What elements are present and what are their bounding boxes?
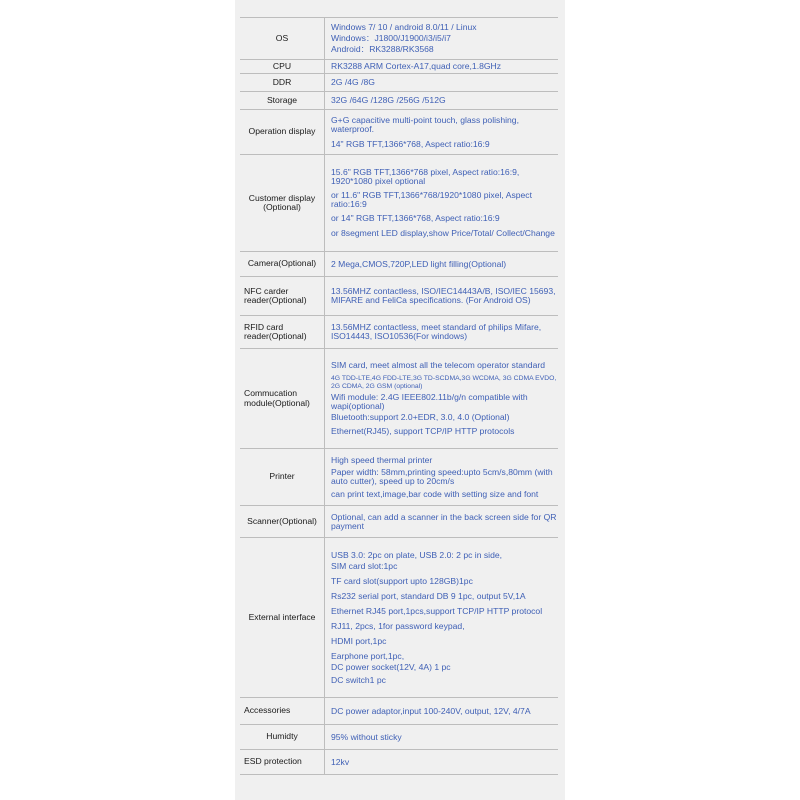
spec-value-cell: [325, 316, 559, 349]
spec-row: [240, 277, 558, 316]
spec-row: [240, 74, 558, 92]
spec-row: [240, 449, 558, 506]
spec-value-cell: [325, 18, 559, 60]
spec-value: USB 3.0: 2pc on plate, USB 2.0: 2 pc in side,: [331, 549, 503, 560]
spec-label: Storage: [240, 92, 325, 110]
spec-value: 13.56MHZ contactless, meet standard of philips Mifare, ISO14443, ISO10536(For windows): [331, 322, 542, 341]
spec-value: 13.56MHZ contactless, ISO/IEC14443A/B, ISO/IEC 15693, MIFARE and FeliCa specifications. (For Android OS): [331, 286, 556, 305]
spec-value-cell: [325, 277, 559, 316]
spec-label: DDR: [240, 74, 325, 92]
spec-value: Ethernet RJ45 port,1pcs,support TCP/IP HTTP protocol: [331, 605, 543, 616]
spec-value: Windows：J1800/J1900/i3/i5/i7: [331, 33, 451, 43]
spec-label: Camera(Optional): [240, 252, 325, 277]
spec-value: or 8segment LED display,show Price/Total/ Collect/Change: [331, 228, 555, 238]
spec-value: Android：RK3288/RK3568: [331, 44, 434, 54]
spec-value-cell: [325, 252, 559, 277]
spec-value-cell: [325, 74, 559, 92]
spec-value: 15.6" RGB TFT,1366*768 pixel, Aspect ratio:16:9, 1920*1080 pixel optional: [331, 167, 520, 186]
spec-row: [240, 538, 558, 698]
spec-value: or 14" RGB TFT,1366*768, Aspect ratio:16:9: [331, 213, 500, 223]
spec-value: RK3288 ARM Cortex-A17,quad core,1.8GHz: [331, 61, 502, 71]
spec-value-cell: [325, 60, 559, 74]
spec-row: [240, 725, 558, 750]
spec-value: DC power adaptor,input 100-240V, output, 12V, 4/7A: [331, 705, 531, 716]
spec-label: ESD protection: [240, 750, 325, 775]
spec-value: High speed thermal printer: [331, 454, 433, 465]
spec-value: Optional, can add a scanner in the back screen side for QR payment: [331, 511, 557, 531]
spec-value-cell: [325, 750, 559, 775]
spec-value: Paper width: 58mm,printing speed:upto 5cm/s,80mm (with auto cutter), speed up to 20cm/s: [331, 466, 553, 486]
spec-label: Customer display (Optional): [240, 155, 325, 252]
spec-label: Humidty: [240, 725, 325, 750]
spec-value-cell: [325, 349, 559, 449]
spec-label: Accessories: [240, 698, 325, 725]
spec-value: Earphone port,1pc,: [331, 650, 405, 661]
spec-value: 12kv: [331, 756, 350, 767]
spec-label: CPU: [240, 60, 325, 74]
spec-value-cell: [325, 506, 559, 538]
spec-table: [240, 17, 558, 775]
spec-value: Ethernet(RJ45), support TCP/IP HTTP protocols: [331, 425, 515, 436]
spec-table-body: [240, 18, 558, 775]
spec-value: DC switch1 pc: [331, 674, 386, 685]
spec-row: [240, 110, 558, 155]
spec-value: 2 Mega,CMOS,720P,LED light filling(Optional): [331, 258, 507, 269]
spec-value-cell: [325, 155, 559, 252]
spec-row: [240, 316, 558, 349]
spec-value-cell: [325, 538, 559, 698]
spec-value: G+G capacitive multi-point touch, glass polishing, waterproof.: [331, 114, 519, 134]
spec-value: Wifi module: 2.4G IEEE802.11b/g/n compatible with wapi(optional): [331, 391, 528, 411]
spec-row: [240, 750, 558, 775]
spec-value: Windows 7/ 10 / android 8.0/11 / Linux: [331, 22, 477, 32]
spec-row: [240, 698, 558, 725]
spec-value: 95% without sticky: [331, 731, 402, 742]
spec-value: HDMI port,1pc: [331, 635, 387, 646]
spec-row: [240, 349, 558, 449]
spec-value-cell: [325, 110, 559, 155]
spec-value-cell: [325, 698, 559, 725]
spec-row: [240, 60, 558, 74]
spec-label: Operation display: [240, 110, 325, 155]
spec-value-cell: [325, 449, 559, 506]
spec-value-cell: [325, 725, 559, 750]
spec-row: [240, 506, 558, 538]
spec-label: Printer: [240, 449, 325, 506]
spec-label: Commucation module(Optional): [240, 349, 325, 449]
spec-label: RFID card reader(Optional): [240, 316, 325, 349]
spec-value: 14" RGB TFT,1366*768, Aspect ratio:16:9: [331, 138, 490, 149]
spec-label: External interface: [240, 538, 325, 698]
spec-row: [240, 18, 558, 60]
spec-value: 4G TDD-LTE,4G FDD-LTE,3G TD-SCDMA,3G WCDMA, 3G CDMA EVDO, 2G CDMA, 2G GSM (optional): [331, 375, 557, 390]
spec-label: NFC carder reader(Optional): [240, 277, 325, 316]
spec-value: Bluetooth:support 2.0+EDR, 3.0, 4.0 (Optional): [331, 411, 510, 422]
spec-value: can print text,image,bar code with setting size and font: [331, 488, 539, 499]
spec-value: or 11.6" RGB TFT,1366*768/1920*1080 pixel, Aspect ratio:16:9: [331, 190, 532, 209]
spec-value: TF card slot(support upto 128GB)1pc: [331, 575, 473, 586]
spec-value: 32G /64G /128G /256G /512G: [331, 95, 446, 105]
spec-value-cell: [325, 92, 559, 110]
spec-row: [240, 92, 558, 110]
spec-row: [240, 252, 558, 277]
spec-row: [240, 155, 558, 252]
spec-value: SIM card, meet almost all the telecom operator standard: [331, 360, 545, 371]
spec-label: OS: [240, 18, 325, 60]
spec-value: SIM card slot:1pc: [331, 560, 398, 571]
spec-value: DC power socket(12V, 4A) 1 pc: [331, 661, 451, 672]
spec-label: Scanner(Optional): [240, 506, 325, 538]
spec-value: RJ11, 2pcs, 1for password keypad,: [331, 620, 465, 631]
spec-value: Rs232 serial port, standard DB 9 1pc, output 5V,1A: [331, 590, 526, 601]
spec-value: 2G /4G /8G: [331, 77, 375, 87]
